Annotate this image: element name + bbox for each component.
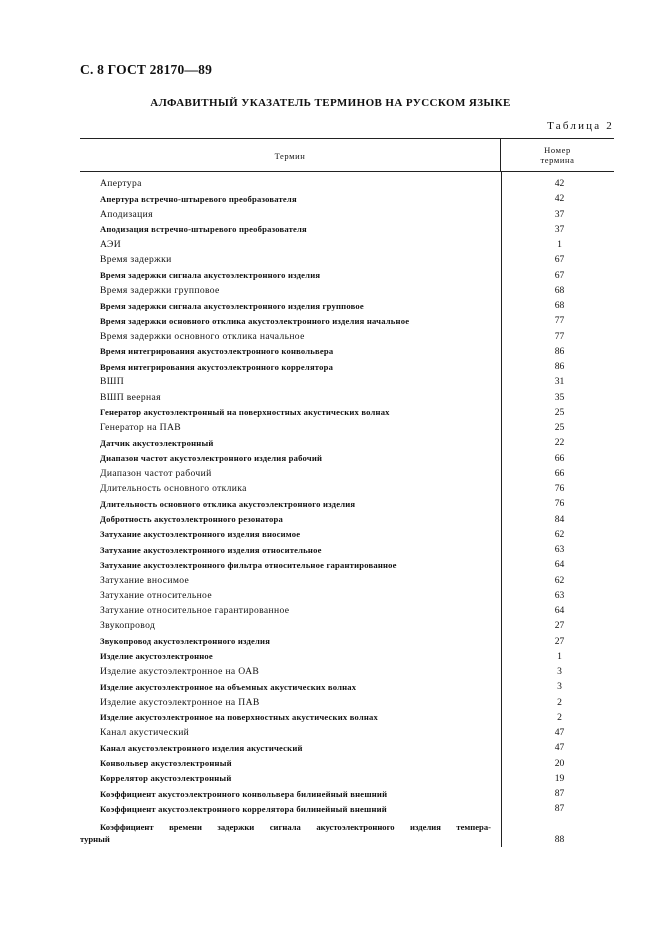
number-cell: 19	[554, 772, 565, 784]
term-line1: Коэффициент времени задержки сигнала акустоэлектронного изделия темпера-	[100, 821, 491, 832]
term-cell: Длительность основного отклика	[100, 483, 247, 495]
number-cell: 25	[554, 406, 565, 418]
term-cell: Звукопровод	[100, 620, 156, 632]
number-cell: 87	[554, 803, 565, 815]
term-cell: Время интегрирования акустоэлектронного конвольвера	[100, 346, 334, 357]
term-cell: Добротность акустоэлектронного резонатора	[100, 514, 284, 525]
number-cell: 86	[554, 345, 565, 357]
column-header-number	[500, 139, 614, 171]
table-row	[80, 801, 614, 816]
document-title: АЛФАВИТНЫЙ УКАЗАТЕЛЬ ТЕРМИНОВ НА РУССКОМ ЯЗЫКЕ	[150, 97, 511, 109]
term-cell: Диапазон частот акустоэлектронного изделия рабочий	[100, 453, 323, 464]
term-cell: Звукопровод акустоэлектронного изделия	[100, 636, 271, 647]
table-row	[80, 695, 614, 710]
table-row	[80, 557, 614, 572]
number-cell: 76	[554, 498, 565, 510]
table-row	[80, 527, 614, 542]
number-cell: 3	[557, 666, 562, 678]
term-cell: Затухание относительное гарантированное	[100, 605, 290, 617]
term-cell: Изделие акустоэлектронное на ПАВ	[100, 696, 260, 708]
table-row	[80, 618, 614, 633]
table-row	[80, 664, 614, 679]
table-row	[80, 176, 614, 191]
table-row	[80, 740, 614, 755]
table-row	[80, 542, 614, 557]
number-cell: 42	[554, 178, 565, 190]
term-cell: Апертура	[100, 178, 142, 190]
term-cell: Канал акустоэлектронного изделия акустический	[100, 742, 303, 753]
term-cell: Датчик акустоэлектронный	[100, 437, 214, 448]
term-cell: Время задержки	[100, 254, 172, 266]
number-cell: 2	[557, 711, 562, 723]
table-row-last	[80, 817, 614, 847]
table-row	[80, 649, 614, 664]
table-row	[80, 237, 614, 252]
term-cell: Коррелятор акустоэлектронный	[100, 773, 232, 784]
table-row	[80, 329, 614, 344]
term-cell: Время задержки основного отклика акустоэлектронного изделия начальное	[100, 315, 410, 326]
table-row	[80, 359, 614, 374]
table-row	[80, 710, 614, 725]
term-cell	[80, 821, 501, 845]
term-cell: Затухание вносимое	[100, 574, 190, 586]
table-caption: Таблица 2	[547, 120, 614, 132]
table-row	[80, 283, 614, 298]
table-row	[80, 481, 614, 496]
table-row	[80, 344, 614, 359]
column-header-term: Термин	[274, 151, 306, 161]
term-cell: ВШП	[100, 376, 125, 388]
number-cell: 66	[554, 467, 565, 479]
table-row	[80, 374, 614, 389]
number-cell: 62	[554, 528, 565, 540]
number-cell: 66	[554, 452, 565, 464]
term-line2: турный	[80, 833, 110, 844]
number-cell: 63	[554, 589, 565, 601]
number-cell: 37	[554, 223, 565, 235]
table-row	[80, 634, 614, 649]
table-row	[80, 466, 614, 481]
term-cell: Изделие акустоэлектронное	[100, 651, 213, 662]
number-cell: 67	[554, 254, 565, 266]
table-row	[80, 603, 614, 618]
number-cell: 42	[554, 193, 565, 205]
table-row	[80, 786, 614, 801]
number-cell: 84	[554, 513, 565, 525]
table-row	[80, 390, 614, 405]
number-cell: 27	[554, 635, 565, 647]
table-row	[80, 512, 614, 527]
term-cell: ВШП веерная	[100, 391, 161, 403]
number-cell: 62	[554, 574, 565, 586]
number-cell: 3	[557, 681, 562, 693]
term-cell: Время интегрирования акустоэлектронного коррелятора	[100, 361, 334, 372]
terms-table	[80, 138, 614, 847]
term-cell: Коэффициент акустоэлектронного конвольвера билинейный внешний	[100, 788, 388, 799]
number-cell: 88	[554, 833, 565, 845]
number-cell: 64	[554, 559, 565, 571]
table-row	[80, 268, 614, 283]
number-cell: 64	[554, 605, 565, 617]
table-row	[80, 420, 614, 435]
number-cell: 1	[557, 239, 562, 251]
table-row	[80, 191, 614, 206]
table-row	[80, 725, 614, 740]
column-header-number-line2: термина	[540, 155, 575, 165]
number-cell: 68	[554, 284, 565, 296]
number-cell: 47	[554, 742, 565, 754]
table-row	[80, 573, 614, 588]
number-cell: 27	[554, 620, 565, 632]
table-row	[80, 588, 614, 603]
number-cell: 77	[554, 330, 565, 342]
page-header: С. 8 ГОСТ 28170—89	[80, 62, 213, 77]
number-cell: 20	[554, 757, 565, 769]
number-cell: 25	[554, 422, 565, 434]
table-row	[80, 496, 614, 511]
table-row	[80, 771, 614, 786]
term-cell: Коэффициент акустоэлектронного коррелятора билинейный внешний	[100, 803, 387, 814]
table-body	[80, 172, 614, 847]
table-row	[80, 222, 614, 237]
table-row	[80, 451, 614, 466]
term-cell: Затухание акустоэлектронного изделия относительное	[100, 544, 322, 555]
term-cell: Апертура встречно-штыревого преобразователя	[100, 193, 297, 204]
number-cell: 31	[554, 376, 565, 388]
number-cell: 68	[554, 300, 565, 312]
number-cell: 2	[557, 696, 562, 708]
table-row	[80, 313, 614, 328]
number-cell: 47	[554, 727, 565, 739]
number-cell: 77	[554, 315, 565, 327]
number-cell: 22	[554, 437, 565, 449]
number-cell: 76	[554, 483, 565, 495]
table-row	[80, 405, 614, 420]
term-cell: Затухание относительное	[100, 589, 212, 601]
term-cell: Затухание акустоэлектронного фильтра относительное гарантированное	[100, 559, 397, 570]
number-cell: 1	[557, 650, 562, 662]
term-cell: Конвольвер акустоэлектронный	[100, 758, 232, 769]
number-cell: 67	[554, 269, 565, 281]
term-cell: Аподизация встречно-штыревого преобразователя	[100, 224, 307, 235]
table-header	[80, 139, 614, 172]
table-row	[80, 679, 614, 694]
term-cell: Время задержки сигнала акустоэлектронного изделия групповое	[100, 300, 364, 311]
term-cell: Время задержки сигнала акустоэлектронного изделия	[100, 270, 321, 281]
number-cell: 87	[554, 788, 565, 800]
term-cell: Диапазон частот рабочий	[100, 467, 212, 479]
term-cell: Изделие акустоэлектронное на объемных акустических волнах	[100, 681, 357, 692]
term-cell: Изделие акустоэлектронное на поверхностных акустических волнах	[100, 712, 379, 723]
table-row	[80, 756, 614, 771]
term-cell: Длительность основного отклика акустоэлектронного изделия	[100, 498, 356, 509]
table-row	[80, 252, 614, 267]
table-row	[80, 298, 614, 313]
number-cell: 86	[554, 361, 565, 373]
term-cell: Канал акустический	[100, 727, 190, 739]
term-cell: Время задержки групповое	[100, 284, 220, 296]
column-header-number-line1: Номер	[544, 145, 571, 155]
number-cell: 35	[554, 391, 565, 403]
table-row	[80, 435, 614, 450]
term-cell: Время задержки основного отклика начальное	[100, 330, 305, 342]
table-row	[80, 207, 614, 222]
number-cell: 37	[554, 208, 565, 220]
term-cell: Генератор на ПАВ	[100, 422, 181, 434]
term-cell: Изделие акустоэлектронное на ОАВ	[100, 666, 260, 678]
term-cell: Генератор акустоэлектронный на поверхностных акустических волнах	[100, 407, 390, 418]
number-cell: 63	[554, 544, 565, 556]
term-cell: Аподизация	[100, 208, 153, 220]
term-cell: Затухание акустоэлектронного изделия вносимое	[100, 529, 301, 540]
term-cell: АЭИ	[100, 239, 122, 251]
